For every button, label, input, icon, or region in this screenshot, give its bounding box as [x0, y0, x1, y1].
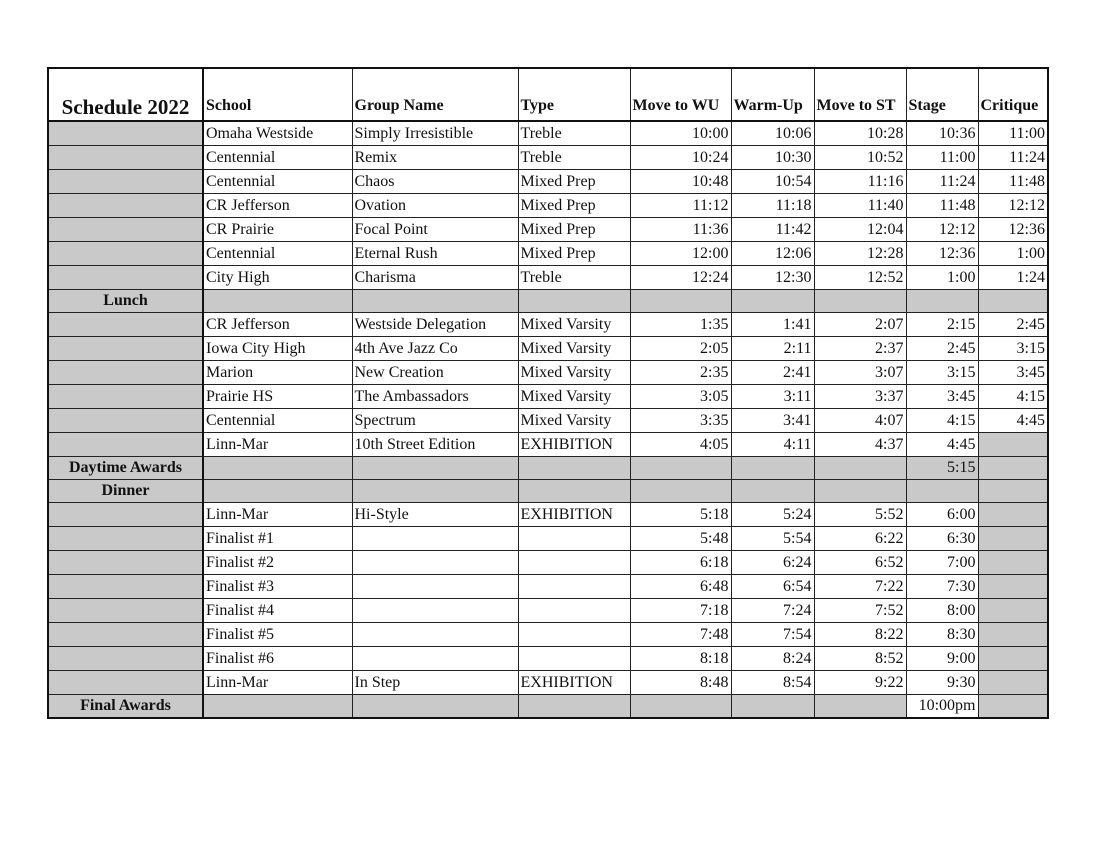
- school-cell: Prairie HS: [203, 385, 352, 409]
- critique-cell: 2:45: [978, 313, 1048, 337]
- header-type: Type: [518, 68, 630, 121]
- stage-cell: 12:36: [906, 242, 978, 266]
- move-to-wu-cell: 12:24: [630, 266, 731, 290]
- group-name-cell: Ovation: [352, 194, 518, 218]
- row-label-cell: [48, 170, 203, 194]
- critique-cell: [978, 503, 1048, 527]
- table-row: [48, 575, 1048, 599]
- row-label-cell: [48, 433, 203, 457]
- row-label-cell: [48, 671, 203, 695]
- type-cell: EXHIBITION: [518, 671, 630, 695]
- critique-cell: [978, 290, 1048, 313]
- school-cell: [203, 480, 352, 503]
- move-to-wu-cell: 8:18: [630, 647, 731, 671]
- type-cell: Treble: [518, 266, 630, 290]
- warm-up-cell: 6:24: [731, 551, 814, 575]
- group-name-cell: Chaos: [352, 170, 518, 194]
- table-row: [48, 313, 1048, 337]
- critique-cell: 1:00: [978, 242, 1048, 266]
- move-to-wu-cell: 11:12: [630, 194, 731, 218]
- section-row: [48, 695, 1048, 719]
- school-cell: Finalist #4: [203, 599, 352, 623]
- sheet-title: Schedule 2022: [48, 68, 203, 121]
- school-cell: Iowa City High: [203, 337, 352, 361]
- move-to-wu-cell: 6:18: [630, 551, 731, 575]
- type-cell: [518, 647, 630, 671]
- move-to-st-cell: 12:52: [814, 266, 906, 290]
- move-to-st-cell: 7:52: [814, 599, 906, 623]
- section-label: Daytime Awards: [48, 457, 203, 480]
- type-cell: [518, 575, 630, 599]
- warm-up-cell: 3:11: [731, 385, 814, 409]
- type-cell: Treble: [518, 121, 630, 146]
- type-cell: [518, 623, 630, 647]
- critique-cell: [978, 695, 1048, 719]
- move-to-st-cell: 11:16: [814, 170, 906, 194]
- group-name-cell: In Step: [352, 671, 518, 695]
- school-cell: City High: [203, 266, 352, 290]
- group-name-cell: The Ambassadors: [352, 385, 518, 409]
- critique-cell: [978, 599, 1048, 623]
- table-row: [48, 409, 1048, 433]
- critique-cell: 4:45: [978, 409, 1048, 433]
- stage-cell: 6:30: [906, 527, 978, 551]
- move-to-wu-cell: [630, 480, 731, 503]
- school-cell: Centennial: [203, 409, 352, 433]
- table-row: [48, 647, 1048, 671]
- school-cell: Finalist #3: [203, 575, 352, 599]
- row-label-cell: [48, 313, 203, 337]
- warm-up-cell: [731, 290, 814, 313]
- warm-up-cell: [731, 457, 814, 480]
- table-row: [48, 242, 1048, 266]
- stage-cell: 10:36: [906, 121, 978, 146]
- group-name-cell: [352, 599, 518, 623]
- group-name-cell: [352, 480, 518, 503]
- group-name-cell: [352, 290, 518, 313]
- move-to-wu-cell: 3:35: [630, 409, 731, 433]
- type-cell: Mixed Prep: [518, 242, 630, 266]
- row-label-cell: [48, 266, 203, 290]
- school-cell: CR Jefferson: [203, 194, 352, 218]
- table-row: [48, 121, 1048, 146]
- critique-cell: 12:36: [978, 218, 1048, 242]
- warm-up-cell: 11:42: [731, 218, 814, 242]
- critique-cell: [978, 623, 1048, 647]
- stage-cell: 11:48: [906, 194, 978, 218]
- row-label-cell: [48, 551, 203, 575]
- stage-cell: 3:15: [906, 361, 978, 385]
- school-cell: Finalist #5: [203, 623, 352, 647]
- type-cell: EXHIBITION: [518, 503, 630, 527]
- move-to-st-cell: 4:37: [814, 433, 906, 457]
- warm-up-cell: 7:24: [731, 599, 814, 623]
- stage-cell: 9:30: [906, 671, 978, 695]
- stage-cell: [906, 480, 978, 503]
- school-cell: [203, 695, 352, 719]
- warm-up-cell: 7:54: [731, 623, 814, 647]
- table-row: [48, 671, 1048, 695]
- critique-cell: [978, 457, 1048, 480]
- section-row: [48, 480, 1048, 503]
- section-label: Dinner: [48, 480, 203, 503]
- type-cell: Mixed Varsity: [518, 313, 630, 337]
- move-to-wu-cell: 2:05: [630, 337, 731, 361]
- move-to-wu-cell: 10:00: [630, 121, 731, 146]
- type-cell: [518, 480, 630, 503]
- warm-up-cell: 8:24: [731, 647, 814, 671]
- row-label-cell: [48, 623, 203, 647]
- move-to-st-cell: 12:04: [814, 218, 906, 242]
- table-row: [48, 527, 1048, 551]
- row-label-cell: [48, 361, 203, 385]
- group-name-cell: Westside Delegation: [352, 313, 518, 337]
- move-to-wu-cell: 8:48: [630, 671, 731, 695]
- school-cell: CR Prairie: [203, 218, 352, 242]
- header-row: [48, 68, 1048, 121]
- stage-cell: 5:15: [906, 457, 978, 480]
- row-label-cell: [48, 337, 203, 361]
- school-cell: Linn-Mar: [203, 503, 352, 527]
- header-move-to-st: Move to ST: [814, 68, 906, 121]
- schedule-table: [47, 67, 1049, 719]
- type-cell: [518, 599, 630, 623]
- warm-up-cell: 11:18: [731, 194, 814, 218]
- row-label-cell: [48, 599, 203, 623]
- table-row: [48, 218, 1048, 242]
- table-row: [48, 503, 1048, 527]
- type-cell: [518, 527, 630, 551]
- table-row: [48, 337, 1048, 361]
- stage-cell: [906, 290, 978, 313]
- move-to-wu-cell: 3:05: [630, 385, 731, 409]
- warm-up-cell: 2:11: [731, 337, 814, 361]
- warm-up-cell: [731, 695, 814, 719]
- school-cell: [203, 290, 352, 313]
- table-row: [48, 266, 1048, 290]
- row-label-cell: [48, 503, 203, 527]
- school-cell: CR Jefferson: [203, 313, 352, 337]
- move-to-st-cell: 3:07: [814, 361, 906, 385]
- move-to-wu-cell: 7:18: [630, 599, 731, 623]
- section-row: [48, 457, 1048, 480]
- group-name-cell: Focal Point: [352, 218, 518, 242]
- stage-cell: 7:00: [906, 551, 978, 575]
- group-name-cell: [352, 647, 518, 671]
- row-label-cell: [48, 242, 203, 266]
- warm-up-cell: 4:11: [731, 433, 814, 457]
- row-label-cell: [48, 647, 203, 671]
- type-cell: [518, 457, 630, 480]
- school-cell: Centennial: [203, 170, 352, 194]
- table-row: [48, 146, 1048, 170]
- stage-cell: 9:00: [906, 647, 978, 671]
- group-name-cell: [352, 623, 518, 647]
- move-to-st-cell: [814, 695, 906, 719]
- table-row: [48, 385, 1048, 409]
- critique-cell: [978, 551, 1048, 575]
- move-to-st-cell: 6:52: [814, 551, 906, 575]
- stage-cell: 12:12: [906, 218, 978, 242]
- warm-up-cell: 10:06: [731, 121, 814, 146]
- section-row: [48, 290, 1048, 313]
- move-to-st-cell: [814, 290, 906, 313]
- critique-cell: [978, 433, 1048, 457]
- stage-cell: 10:00pm: [906, 695, 978, 719]
- row-label-cell: [48, 194, 203, 218]
- move-to-wu-cell: 5:18: [630, 503, 731, 527]
- move-to-wu-cell: 10:24: [630, 146, 731, 170]
- school-cell: Finalist #2: [203, 551, 352, 575]
- move-to-wu-cell: 1:35: [630, 313, 731, 337]
- table-row: [48, 433, 1048, 457]
- move-to-wu-cell: 11:36: [630, 218, 731, 242]
- school-cell: Finalist #6: [203, 647, 352, 671]
- row-label-cell: [48, 385, 203, 409]
- table-row: [48, 551, 1048, 575]
- row-label-cell: [48, 218, 203, 242]
- move-to-st-cell: 8:22: [814, 623, 906, 647]
- move-to-st-cell: 6:22: [814, 527, 906, 551]
- critique-cell: [978, 480, 1048, 503]
- school-cell: Centennial: [203, 146, 352, 170]
- stage-cell: 4:15: [906, 409, 978, 433]
- warm-up-cell: 12:30: [731, 266, 814, 290]
- school-cell: [203, 457, 352, 480]
- header-school: School: [203, 68, 352, 121]
- type-cell: Mixed Prep: [518, 218, 630, 242]
- section-label: Final Awards: [48, 695, 203, 719]
- warm-up-cell: 3:41: [731, 409, 814, 433]
- warm-up-cell: 8:54: [731, 671, 814, 695]
- type-cell: Mixed Prep: [518, 170, 630, 194]
- move-to-wu-cell: 5:48: [630, 527, 731, 551]
- header-warm-up: Warm-Up: [731, 68, 814, 121]
- move-to-wu-cell: 2:35: [630, 361, 731, 385]
- type-cell: Treble: [518, 146, 630, 170]
- stage-cell: 8:00: [906, 599, 978, 623]
- group-name-cell: [352, 695, 518, 719]
- move-to-wu-cell: [630, 695, 731, 719]
- move-to-wu-cell: 7:48: [630, 623, 731, 647]
- group-name-cell: 4th Ave Jazz Co: [352, 337, 518, 361]
- warm-up-cell: [731, 480, 814, 503]
- move-to-wu-cell: 12:00: [630, 242, 731, 266]
- group-name-cell: Hi-Style: [352, 503, 518, 527]
- stage-cell: 2:15: [906, 313, 978, 337]
- warm-up-cell: 10:30: [731, 146, 814, 170]
- critique-cell: [978, 671, 1048, 695]
- critique-cell: 12:12: [978, 194, 1048, 218]
- critique-cell: 11:48: [978, 170, 1048, 194]
- header-stage: Stage: [906, 68, 978, 121]
- header-critique: Critique: [978, 68, 1048, 121]
- critique-cell: 3:15: [978, 337, 1048, 361]
- critique-cell: [978, 647, 1048, 671]
- stage-cell: 8:30: [906, 623, 978, 647]
- group-name-cell: [352, 457, 518, 480]
- row-label-cell: [48, 527, 203, 551]
- stage-cell: 6:00: [906, 503, 978, 527]
- warm-up-cell: 5:24: [731, 503, 814, 527]
- type-cell: Mixed Varsity: [518, 409, 630, 433]
- type-cell: [518, 551, 630, 575]
- group-name-cell: Simply Irresistible: [352, 121, 518, 146]
- row-label-cell: [48, 121, 203, 146]
- move-to-st-cell: 7:22: [814, 575, 906, 599]
- group-name-cell: Eternal Rush: [352, 242, 518, 266]
- row-label-cell: [48, 409, 203, 433]
- school-cell: Linn-Mar: [203, 671, 352, 695]
- warm-up-cell: 1:41: [731, 313, 814, 337]
- critique-cell: [978, 527, 1048, 551]
- move-to-st-cell: 2:07: [814, 313, 906, 337]
- warm-up-cell: 6:54: [731, 575, 814, 599]
- type-cell: EXHIBITION: [518, 433, 630, 457]
- critique-cell: 3:45: [978, 361, 1048, 385]
- move-to-st-cell: 12:28: [814, 242, 906, 266]
- header-move-to-wu: Move to WU: [630, 68, 731, 121]
- move-to-wu-cell: [630, 457, 731, 480]
- move-to-st-cell: 3:37: [814, 385, 906, 409]
- table-row: [48, 361, 1048, 385]
- table-row: [48, 170, 1048, 194]
- move-to-wu-cell: [630, 290, 731, 313]
- stage-cell: 4:45: [906, 433, 978, 457]
- stage-cell: 1:00: [906, 266, 978, 290]
- type-cell: Mixed Varsity: [518, 361, 630, 385]
- critique-cell: 4:15: [978, 385, 1048, 409]
- school-cell: Centennial: [203, 242, 352, 266]
- row-label-cell: [48, 575, 203, 599]
- stage-cell: 2:45: [906, 337, 978, 361]
- move-to-st-cell: [814, 457, 906, 480]
- warm-up-cell: 2:41: [731, 361, 814, 385]
- stage-cell: 7:30: [906, 575, 978, 599]
- group-name-cell: [352, 527, 518, 551]
- table-row: [48, 194, 1048, 218]
- group-name-cell: Remix: [352, 146, 518, 170]
- school-cell: Linn-Mar: [203, 433, 352, 457]
- row-label-cell: [48, 146, 203, 170]
- move-to-st-cell: [814, 480, 906, 503]
- warm-up-cell: 5:54: [731, 527, 814, 551]
- group-name-cell: [352, 575, 518, 599]
- critique-cell: [978, 575, 1048, 599]
- type-cell: Mixed Varsity: [518, 337, 630, 361]
- move-to-st-cell: 4:07: [814, 409, 906, 433]
- critique-cell: 1:24: [978, 266, 1048, 290]
- type-cell: Mixed Varsity: [518, 385, 630, 409]
- stage-cell: 11:00: [906, 146, 978, 170]
- group-name-cell: New Creation: [352, 361, 518, 385]
- stage-cell: 11:24: [906, 170, 978, 194]
- type-cell: [518, 695, 630, 719]
- type-cell: [518, 290, 630, 313]
- move-to-wu-cell: 6:48: [630, 575, 731, 599]
- move-to-wu-cell: 10:48: [630, 170, 731, 194]
- move-to-st-cell: 11:40: [814, 194, 906, 218]
- move-to-st-cell: 10:28: [814, 121, 906, 146]
- group-name-cell: Spectrum: [352, 409, 518, 433]
- move-to-st-cell: 9:22: [814, 671, 906, 695]
- move-to-st-cell: 8:52: [814, 647, 906, 671]
- move-to-st-cell: 2:37: [814, 337, 906, 361]
- stage-cell: 3:45: [906, 385, 978, 409]
- school-cell: Finalist #1: [203, 527, 352, 551]
- header-group-name: Group Name: [352, 68, 518, 121]
- group-name-cell: 10th Street Edition: [352, 433, 518, 457]
- warm-up-cell: 10:54: [731, 170, 814, 194]
- table-row: [48, 599, 1048, 623]
- move-to-st-cell: 5:52: [814, 503, 906, 527]
- critique-cell: 11:24: [978, 146, 1048, 170]
- section-label: Lunch: [48, 290, 203, 313]
- table-row: [48, 623, 1048, 647]
- group-name-cell: [352, 551, 518, 575]
- type-cell: Mixed Prep: [518, 194, 630, 218]
- warm-up-cell: 12:06: [731, 242, 814, 266]
- critique-cell: 11:00: [978, 121, 1048, 146]
- school-cell: Marion: [203, 361, 352, 385]
- move-to-st-cell: 10:52: [814, 146, 906, 170]
- school-cell: Omaha Westside: [203, 121, 352, 146]
- move-to-wu-cell: 4:05: [630, 433, 731, 457]
- group-name-cell: Charisma: [352, 266, 518, 290]
